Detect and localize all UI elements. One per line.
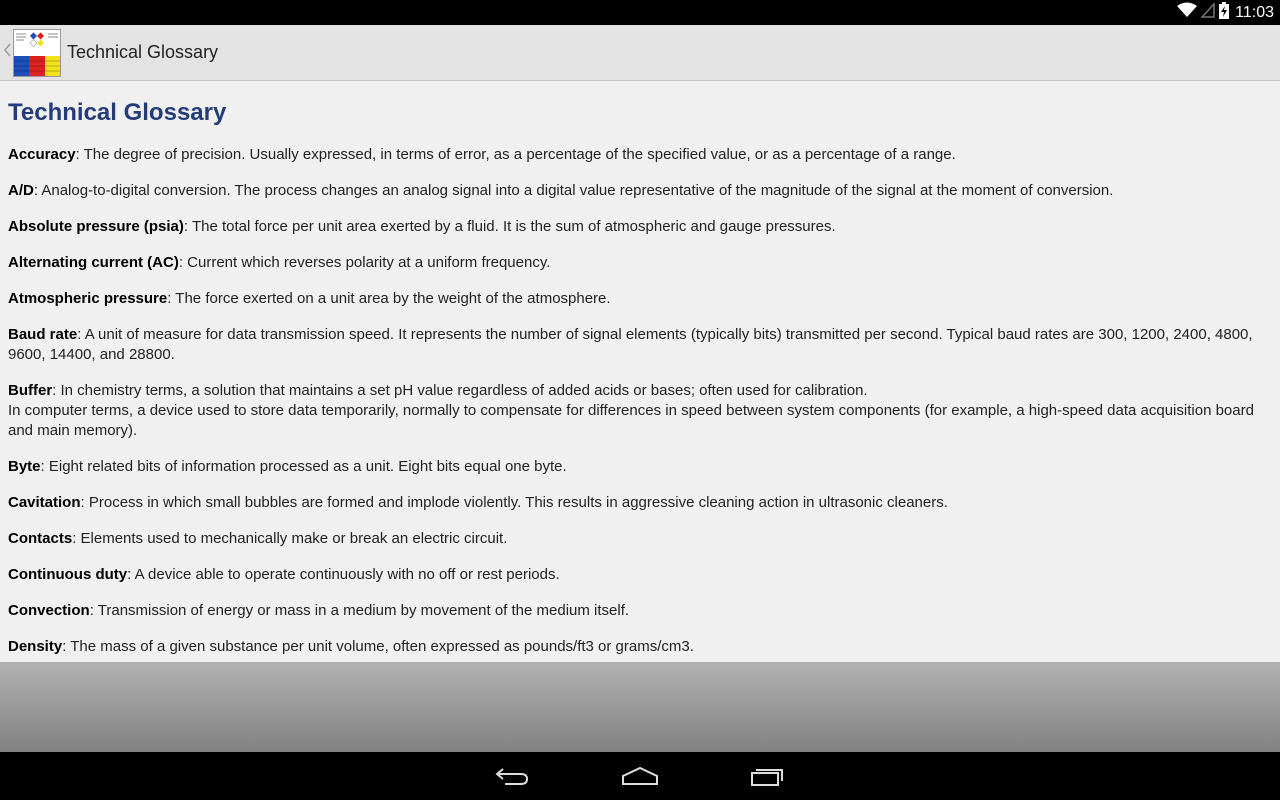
glossary-entry: [8, 181, 1272, 201]
glossary-term: Baud rate: [8, 326, 78, 343]
battery-charging-icon: [1219, 2, 1229, 24]
glossary-term: A/D: [8, 182, 34, 199]
recent-apps-button[interactable]: [704, 752, 832, 800]
status-bar: [0, 0, 1280, 25]
glossary-entry: [8, 289, 1272, 309]
glossary-entry: [8, 565, 1272, 585]
status-time: 11:03: [1235, 3, 1274, 21]
glossary-definition: : A unit of measure for data transmission speed. It represents the number of signal elements (typically bits) transmitted per second. Typical baud rates are 300, 1200, 2400, 4800, 9600, 14400, and 28800.: [8, 326, 1253, 363]
glossary-entry: [8, 457, 1272, 477]
glossary-definition: : A device able to operate continuously with no off or rest periods.: [127, 566, 560, 583]
recent-apps-icon: [750, 766, 786, 786]
glossary-definition: : Eight related bits of information processed as a unit. Eight bits equal one byte.: [40, 458, 567, 475]
glossary-definition: : The force exerted on a unit area by the weight of the atmosphere.: [167, 290, 611, 307]
glossary-definition: : Elements used to mechanically make or break an electric circuit.: [72, 530, 508, 547]
app-logo[interactable]: [13, 29, 61, 77]
glossary-entry: [8, 145, 1272, 165]
glossary-definition: : The mass of a given substance per unit volume, often expressed as pounds/ft3 or grams/cm3.: [62, 638, 694, 655]
glossary-term: Contacts: [8, 530, 73, 547]
glossary-definition-extra: In computer terms, a device used to store data temporarily, normally to compensate for differences in speed between system components (for example, a high-speed data acquisition board and main memory).: [8, 402, 1254, 439]
glossary-term: Cavitation: [8, 494, 81, 511]
glossary-content[interactable]: [0, 81, 1280, 662]
glossary-entry: [8, 637, 1272, 657]
signal-icon: [1201, 2, 1215, 23]
glossary-entry: [8, 601, 1272, 621]
action-bar: [0, 25, 1280, 81]
glossary-entry: [8, 381, 1272, 441]
glossary-definition: : In chemistry terms, a solution that maintains a set pH value regardless of added acids or bases; often used for calibration.: [52, 382, 868, 399]
glossary-term: Atmospheric pressure: [8, 290, 168, 307]
home-icon: [621, 766, 659, 786]
glossary-entry: [8, 253, 1272, 273]
glossary-term: Continuous duty: [8, 566, 128, 583]
wifi-icon: [1177, 2, 1197, 23]
navigation-bar: [0, 752, 1280, 800]
glossary-term: Alternating current (AC): [8, 254, 179, 271]
glossary-term: Buffer: [8, 382, 53, 399]
glossary-definition: : Analog-to-digital conversion. The process changes an analog signal into a digital value representative of the magnitude of the signal at the moment of conversion.: [33, 182, 1114, 199]
glossary-definition: : Transmission of energy or mass in a medium by movement of the medium itself.: [89, 602, 630, 619]
glossary-term: Convection: [8, 602, 90, 619]
chevron-left-icon[interactable]: [3, 43, 13, 62]
glossary-definition: : The total force per unit area exerted by a fluid. It is the sum of atmospheric and gauge pressures.: [183, 218, 836, 235]
glossary-list: [8, 145, 1272, 657]
glossary-entry: [8, 325, 1272, 365]
glossary-definition: : Process in which small bubbles are formed and implode violently. This results in aggressive cleaning action in ultrasonic cleaners.: [80, 494, 948, 511]
home-button[interactable]: [576, 752, 704, 800]
glossary-term: Byte: [8, 458, 41, 475]
action-bar-title: Technical Glossary: [67, 42, 219, 62]
glossary-term: Density: [8, 638, 63, 655]
glossary-term: Absolute pressure (psia): [8, 218, 184, 235]
back-icon: [495, 766, 529, 786]
bottom-area: [0, 662, 1280, 752]
glossary-term: Accuracy: [8, 146, 76, 163]
page-heading: Technical Glossary: [8, 99, 227, 126]
glossary-entry: [8, 217, 1272, 237]
glossary-entry: [8, 529, 1272, 549]
glossary-entry: [8, 493, 1272, 513]
back-button[interactable]: [448, 752, 576, 800]
glossary-definition: : Current which reverses polarity at a uniform frequency.: [178, 254, 551, 271]
glossary-definition: : The degree of precision. Usually expressed, in terms of error, as a percentage of the specified value, or as a percentage of a range.: [75, 146, 956, 163]
